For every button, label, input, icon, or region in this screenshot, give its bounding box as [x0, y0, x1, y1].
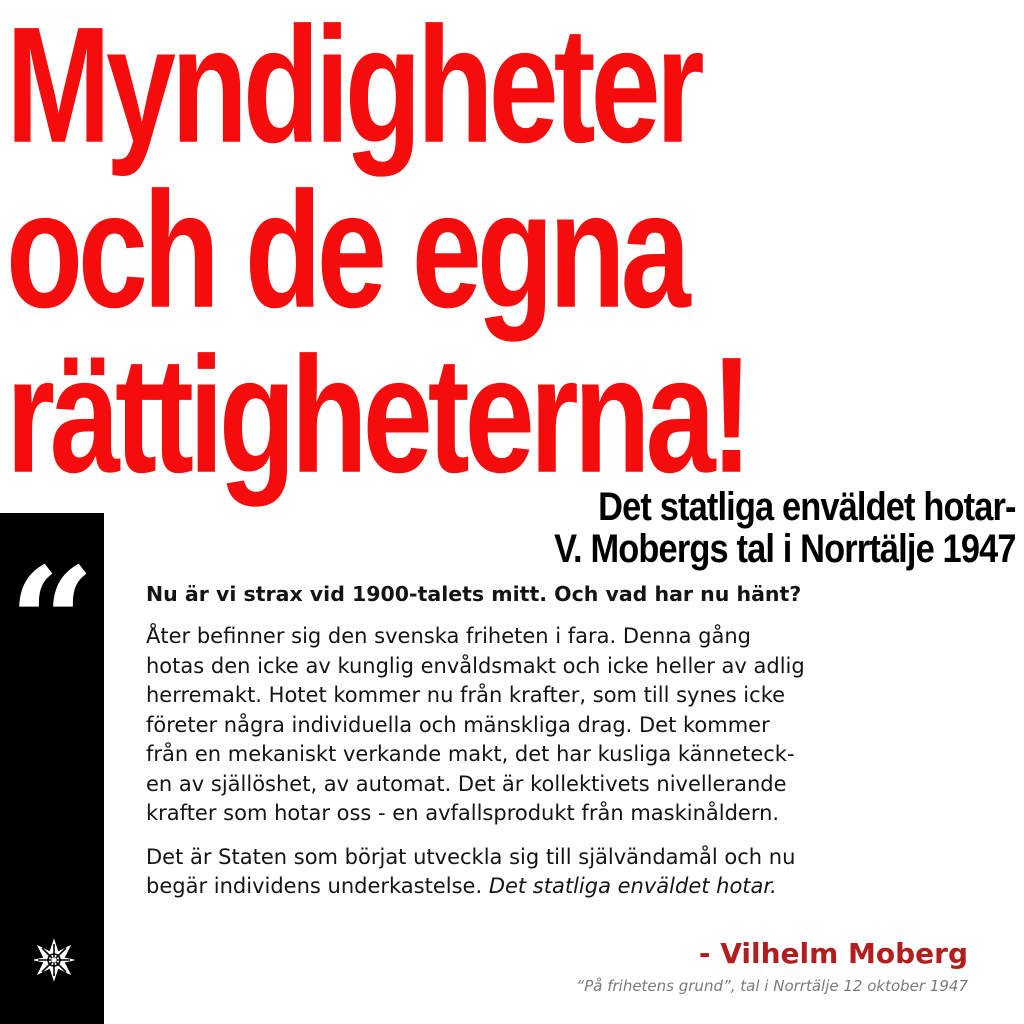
subheading-line-2: V. Mobergs tal i Norrtälje 1947 [554, 527, 1016, 571]
quote-line: krafter som hotar oss - en avfallsprodukt från maskinåldern. [146, 801, 780, 825]
quote-line: Det är Staten som börjat utveckla sig till självändamål och nu [146, 844, 796, 869]
quote-lead: Nu är vi strax vid 1900-talets mitt. Och vad har nu hänt? [146, 582, 802, 606]
quote-line: från en mekaniskt verkande makt, det har kusliga känneteck- [146, 742, 795, 766]
quote-body [146, 580, 986, 916]
quote-paragraph-1 [146, 622, 986, 829]
quote-source: “På frihetens grund”, tal i Norrtälje 12 oktober 1947 [576, 977, 968, 995]
subheading-line-1: Det statliga enväldet hotar- [598, 485, 1016, 529]
headline [6, 0, 859, 507]
quote-line: hotas den icke av kunglig envåldsmakt och icke heller av adlig [146, 653, 805, 678]
quote-paragraph-2 [146, 843, 986, 902]
quote-line: Åter befinner sig den svenska friheten i fara. Denna gång [146, 624, 751, 648]
headline-line-3: rättigheterna! [6, 322, 748, 507]
quote-text-italic: Det statliga enväldet hotar. [488, 874, 777, 898]
headline-line-1: Myndigheter [6, 0, 700, 177]
subheading [554, 486, 1016, 570]
star-compass-logo [32, 938, 76, 982]
quote-line: en av själlöshet, av automat. Det är kollektivets nivellerande [146, 771, 787, 796]
quote-author: - Vilhelm Moberg [698, 937, 968, 970]
quote-line: herremakt. Hotet kommer nu från krafter, som till synes icke [146, 683, 786, 707]
quote-text-plain: begär individens underkastelse. [146, 874, 489, 898]
quote-line [146, 872, 986, 902]
headline-line-2: och de egna [6, 157, 686, 342]
quote-mark-icon: “ [8, 535, 96, 711]
quote-line: företer några individuella och mänskliga drag. Det kommer [146, 712, 770, 737]
